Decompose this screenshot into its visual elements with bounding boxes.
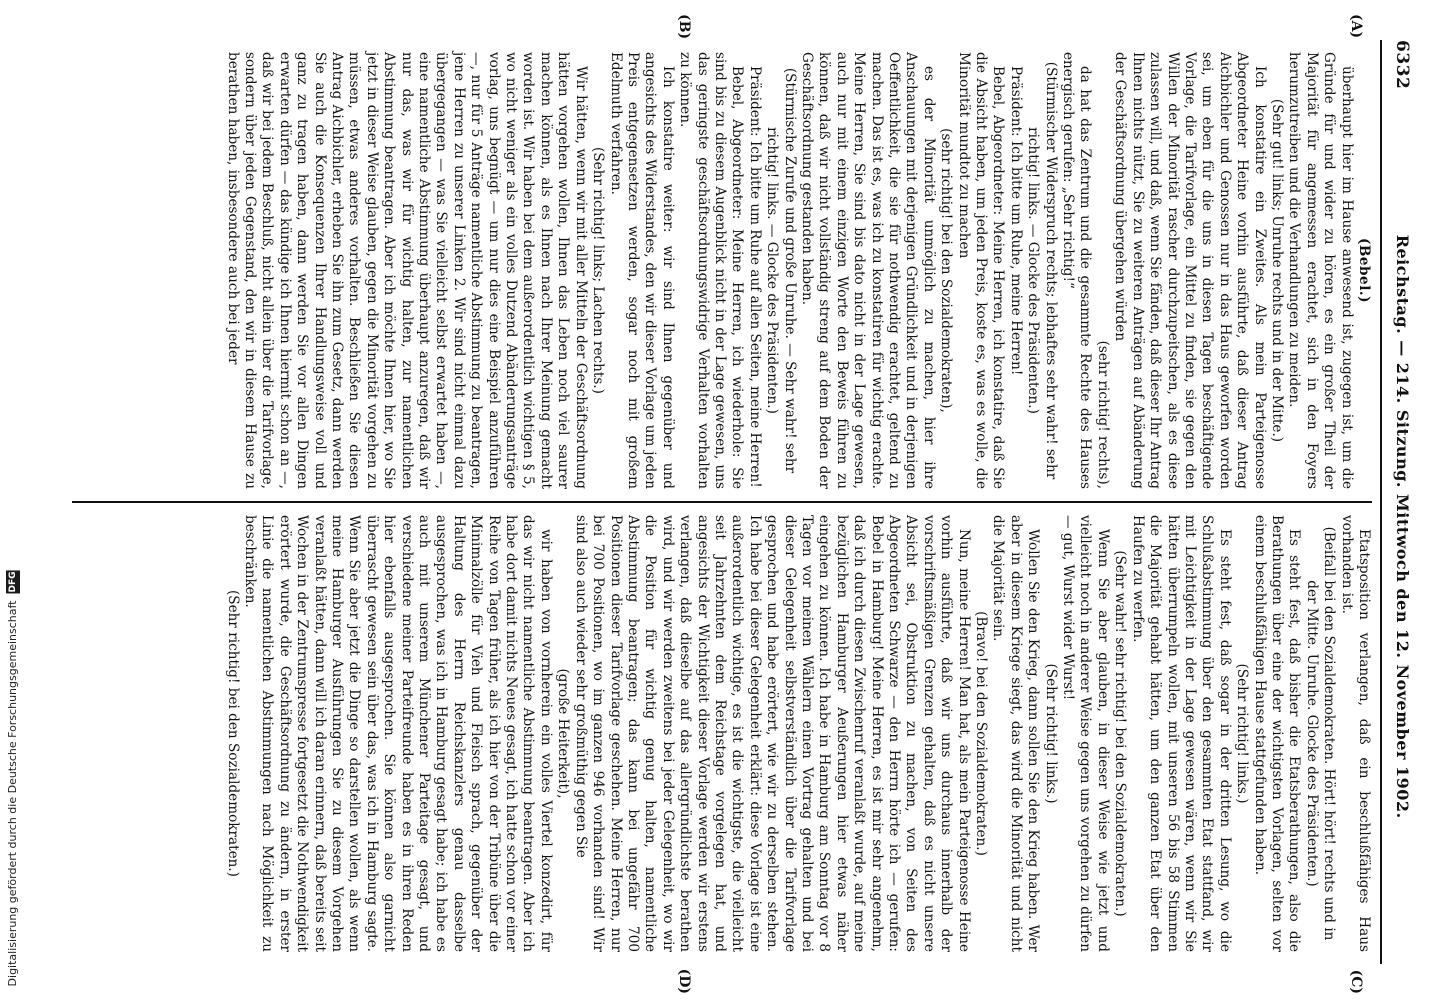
paragraph: wir haben von vornherein ein volles Viertel konzedirt, für das wir nicht namentliche Abstimmung beantragen. Aber ich habe dort damit nichts Neues gesagt, ich hatte schon vor einer Reihe von Tagen früher, als ich hier von der Tribüne über die Minimalzölle für Vieh und Fleisch sprach, gegenüber der Haltung des Herrn Reichskanzlers genau dasselbe ausgesprochen, was ich in Hamburg gesagt habe; ich habe es auch mit unserem Münchener Parteitage gesagt, und verschiedene meiner Parteifreunde haben es in ihren Reden hier ebenfalls ausgesprochen. Sie können also garnicht überrascht gewesen sein über das, was ich in Hamburg sagte. Wenn Sie aber jetzt die Dinge so darstellen wollen, als wenn meine Hamburger Ausführungen Sie zu diesem Vorgehen veranlaßt hätten, dann will ich daran erinnern, daß bereits seit Wochen in der Zentrumspresse fortgesetzt die Nothwendigkeit erörtert wurde, die Geschäftsordnung zu ändern, in erster Linie die namentlichen Abstimmungen nach Möglichkeit zu beschränken.: [242, 515, 554, 952]
interjection: (Beifall bei den Sozialdemokraten. Hört! hört! rechts und in der Mitte. Unruhe. Glocke des Präsidenten.): [1303, 526, 1338, 941]
dfg-logo: DFG: [8, 570, 18, 592]
paragraph: es der Minorität unmöglich zu machen, hier ihre Anschauungen mit derjenigen Gründlichkeit und in derjenigen Oeffentlichkeit, die sie für nothwendig erachtet, geltend zu machen. Das ist es, was ich zu konstatiren für wichtig erachte. Meine Herren, Sie sind bis dato nicht in der Lage gewesen, auch nur mit einem einzigen Worte den Beweis führen zu können, daß wir nicht vollständig streng auf dem Boden der Geschäftsordnung gestanden haben.: [799, 52, 937, 489]
margin-mark-b: (B): [676, 14, 692, 40]
paragraph: Etatsposition verlangen, daß ein beschlußfähiges Haus vorhanden ist.: [1338, 515, 1372, 952]
paragraph: Wenn Sie aber glauben, in dieser Weise wie jetzt und vielleicht noch in anderer Weise gegen uns vorgehen zu dürfen — gut, Wurst wider Wurst!: [1060, 515, 1111, 952]
paragraph: Ich konstatire ein Zweites. Als mein Parteigenosse Abgeordneter Heine vorhin ausführte, daß dieser Antrag Aichbichler und Genossen nur in das Haus geworfen worden sei, um eben für die uns in diesen Tagen beschäftigende Vorlage, die Tarifvorlage, ein Mittel zu finden, sie gegen den Willen der Minorität rascher durchzupeitschen, als es diese zulassen will, und daß, wenn Sie fänden, daß dieser Ihr Antrag Ihnen nichts nützt, Sie zu weiteren Anträgen auf Abänderung der Geschäftsordnung übergehen würden: [1112, 52, 1268, 489]
interjection: (Stürmischer Widerspruch rechts; lebhaftes sehr wahr! sehr richtig! links. — Glocke des Präsidenten.): [1025, 61, 1059, 480]
interjection: (Sehr richtig! links; Lachen rechts.): [590, 147, 607, 394]
text-columns: [72, 14, 1372, 994]
interjection: (große Heiterkeit),: [555, 668, 572, 799]
paragraph: Wollen Sie den Krieg, dann sollen Sie den Krieg haben. Wer aber in diesem Kriege siegt, das wird die Minorität und nicht die Majorität sein.: [990, 515, 1042, 952]
digitization-credit-text: Digitalisierung gefördert durch die Deutsche Forschungsgemeinschaft: [6, 600, 19, 986]
page-title: Reichstag. — 214. Sitzung. Mittwoch den 12. November 1902.: [1393, 234, 1412, 819]
paragraph: Es steht fest, daß sogar in der dritten Lesung, wo die Schlußabstimmung über den gesammten Etat stattfand, wir mit Leichtigkeit in der Lage gewesen wären, wenn wir Sie hätten überrumpeln wollen, mit unseren 56 bis 58 Stimmen die Majorität gehabt hätten, um den ganzen Etat über den Haufen zu werfen.: [1129, 515, 1233, 952]
margin-mark-d: (D): [676, 968, 692, 994]
interjection: (sehr richtig! rechts),: [1094, 340, 1111, 489]
page-header: [1380, 40, 1412, 964]
margin-mark-c: (C): [1348, 969, 1364, 994]
interjection: (Bravo! bei den Sozialdemokraten.): [973, 611, 990, 856]
paragraph: überhaupt hier im Hause anwesend ist, zugegen ist, um die Gründe für und wider zu hören, es ein großer Theil der Majorität für angemessen erachtet, sich in den Foyers herumzutreiben und die Verhandlungen zu meiden.: [1286, 52, 1355, 489]
paragraph: Es steht fest, daß bisher die Etatsberathungen, also die Berathungen über eine der wichtigsten Vorlagen, selten vor einem beschlußfähigen Hause stattgefunden haben.: [1251, 515, 1303, 952]
paragraph: da hat das Zentrum und die gesammte Rechte des Hauses energisch gerufen: „Sehr richtig!“: [1060, 52, 1094, 489]
paragraph: Bebel, Abgeordneter: Meine Herren, ich wiederhole: Sie sind bis zu diesem Augenblick nicht in der Lage gewesen, uns das geringste geschäftsordnungswidrige Verhalten vorhalten zu können.: [677, 52, 746, 489]
paragraph: Bebel, Abgeordneter: Meine Herren, ich konstatire, daß Sie die Absicht haben, um jeden Preis, koste es, was es wolle, die Minorität mundtot zu machen: [955, 52, 1007, 489]
interjection: (Stürmische Zurufe und große Unruhe. — Sehr wahr! sehr richtig! links. — Glocke des Präsidenten.): [764, 67, 798, 474]
left-column: [72, 40, 1372, 501]
interjection: (Sehr richtig! links.): [1042, 663, 1059, 804]
right-column: [72, 503, 1372, 964]
interjection: (Sehr richtig! bei den Sozialdemokraten.): [224, 590, 241, 877]
speaker-label: (Bebel.): [1356, 237, 1372, 304]
paragraph: Wir hätten, wenn wir mit aller Mitteln der Geschäftsordnung hätten vorgehen wollen, Ihnen das Leben noch viel saurer machen können, als es Ihnen nach Ihrer Meinung gemacht worden ist. Wir haben bei dem außerordentlich wichtigen § 5, wo nicht weniger als ein volles Dutzend Abänderungsanträge vorlag, uns begnügt — um nur dies eine Beispiel anzuführen —, nur für 5 Anträge namentliche Abstimmung zu beantragen, jene Herren zu unserer Linken 2. Wir sind nicht einmal dazu übergegangen — was Sie vielleicht selbst erwartet haben —, eine namentliche Abstimmung überhaupt anzuregen, daß wir nur das, was wir für wichtig halten, zur namentlichen Abstimmung beantragen. Aber ich möchte Ihnen hier, wo Sie jetzt in dieser Weise glauben, gegen die Minorität vorgehen zu müssen, etwas anderes vorhalten. Beschließen Sie diesen Antrag Aichbichler, erheben Sie ihn zum Gesetz, dann werden Sie auch die Konsequenzen Ihrer Handlungsweise voll und ganz zu tragen haben, dann werden Sie vor allen Dingen erwarten dürfen — das kündige ich Ihnen hiermit schon an —, daß wir bei jedem Beschluß, nicht allein über die Tarifvorlage, sondern über jeden Gegenstand, den wir in diesem Hause zu berathen haben, insbesondere auch bei jeder: [224, 52, 589, 489]
paragraph: Präsident: Ich bitte um Ruhe auf allen Seiten, meine Herren!: [746, 66, 763, 488]
interjection: (sehr richtig! bei den Sozialdemokraten),: [938, 128, 955, 413]
paragraph: Nun, meine Herren! Man hat, als mein Parteigenosse Heine vorhin ausführte, daß wir uns durchaus innerhalb der vorschriftsmäßigen Grenzen gehalten, daß es nicht unsere Absicht sei, Obstruktion zu machen, von Seiten des Abgeordneten Schwarze — den Herrn hörte ich — gerufen: Bebel in Hamburg! Meine Herren, es ist mir sehr angenehm, daß ich durch diesen Zwischenruf veranlaßt wurde, auf meine bezüglichen Hamburger Aeußerungen hier etwas näher eingehen zu können. Ich habe in Hamburg am Sonntag vor 8 Tagen vor meinen Wählern einen Vortrag gehalten und bei dieser Gelegenheit selbstverständlich über die Tarifvorlage gesprochen und habe erörtert, wie wir zu derselben stehen. Ich habe bei dieser Gelegenheit erklärt: diese Vorlage ist eine außerordentlich wichtige, es ist die wichtigste, die vielleicht seit Jahrzehnten dem Reichstage vorgelegen hat, und angesichts der Wichtigkeit dieser Vorlage werden wir erstens verlangen, daß dieselbe auf das allergründlichste berathen wird, und wir werden zweitens bei jeder Gelegenheit, wo wir die Position für wichtig genug halten, namentliche Abstimmung beantragen; das kann bei ungefähr 700 Positionen dieser Tarifvorlage geschehen. Meine Herren, nur bei 700 Positionen, wo im ganzen 946 vorhanden sind! Wir sind also auch wieder sehr großmüthig gegen Sie: [572, 515, 972, 952]
paragraph: Präsident: Ich bitte um Ruhe, meine Herren!: [1007, 66, 1024, 376]
page-number: 6332: [1392, 40, 1412, 90]
interjection: (Sehr wahr! sehr richtig! bei den Sozialdemokraten.): [1112, 550, 1129, 917]
interjection: (Sehr richtig! links.): [1234, 663, 1251, 804]
paragraph: Ich konstatire weiter: wir sind Ihnen gegenüber und angesichts des Widerstandes, den wir dieser Vorlage um jeden Preis entgegensetzen werden, sogar noch mit großem Edelmuth verfahren.: [607, 52, 676, 489]
interjection: (Sehr gut! links; Unruhe rechts und in der Mitte.): [1268, 98, 1285, 443]
margin-mark-a: (A): [1348, 14, 1364, 39]
